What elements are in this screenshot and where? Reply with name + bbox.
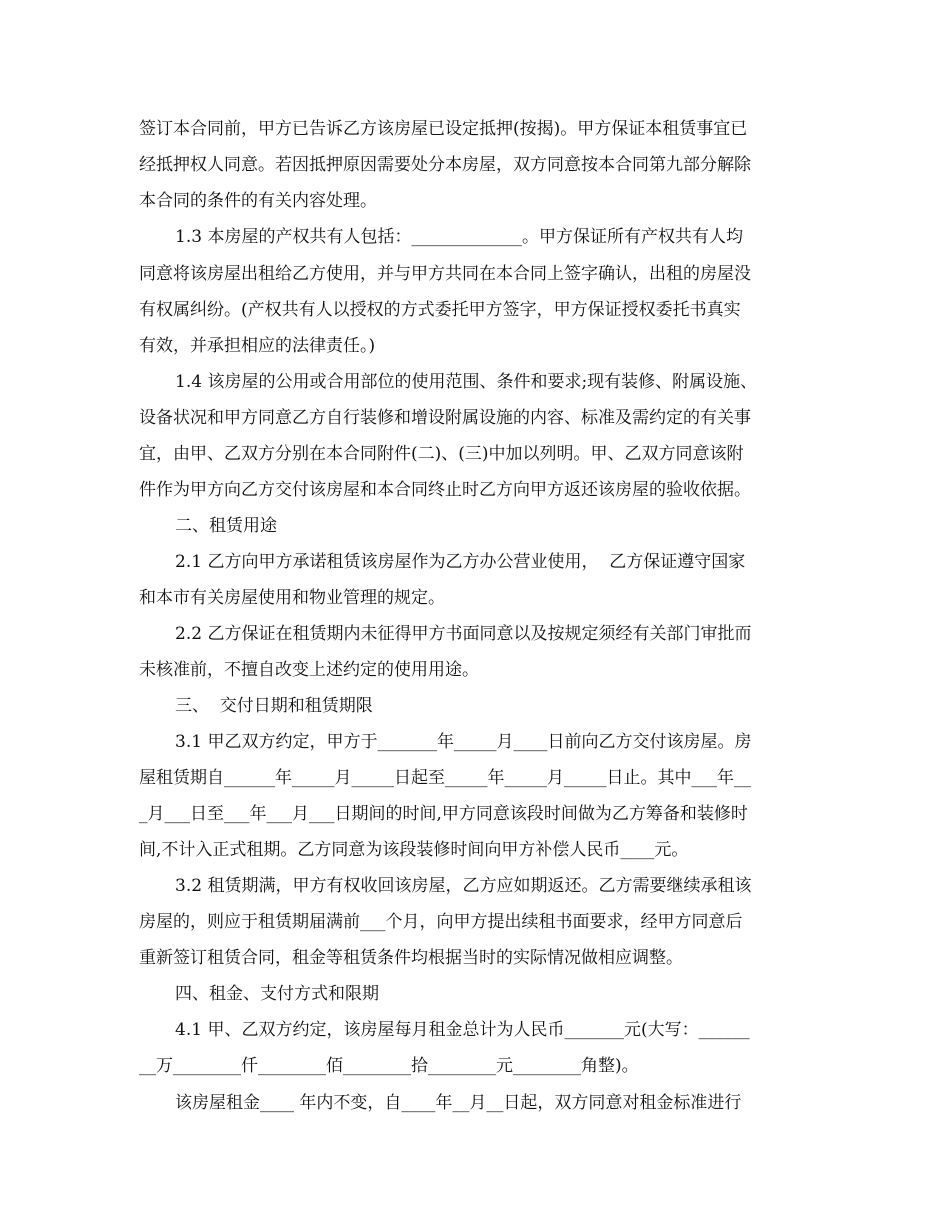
paragraph-line: 重新签订租赁合同，租金等租赁条件均根据当时的实际情况做相应调整。	[139, 948, 683, 968]
section-heading-2: 二、租赁用途	[175, 516, 277, 536]
paragraph-line: 签订本合同前，甲方已告诉乙方该房屋已设定抵押(按揭)。甲方保证本租赁事宜已	[139, 119, 748, 139]
paragraph-line: 和本市有关房屋使用和物业管理的规定。	[139, 588, 445, 608]
paragraph-line: 同意将该房屋出租给乙方使用，并与甲方共同在本合同上签字确认，出租的房屋没	[139, 264, 751, 284]
paragraph-line: 未核准前，不擅自改变上述约定的使用用途。	[139, 660, 479, 680]
paragraph-line: 该房屋租金____ 年内不变，自____年__月__日起，双方同意对租金标准进行	[175, 1093, 742, 1113]
paragraph-line: 宜，由甲、乙双方分别在本合同附件(二)、(三)中加以列明。甲、乙双方同意该附	[139, 444, 744, 464]
section-heading-3: 三、 交付日期和租赁期限	[175, 696, 373, 716]
paragraph-line: 本合同的条件的有关内容处理。	[139, 191, 377, 211]
clause-3-2-line: 3.2 租赁期满，甲方有权收回该房屋，乙方应如期返还。乙方需要继续承租该	[175, 876, 752, 896]
paragraph-line: 设备状况和甲方同意乙方自行装修和增设附属设施的内容、标准及需约定的有关事	[139, 408, 751, 428]
clause-4-1-line: 4.1 甲、乙双方约定，该房屋每月租金总计为人民币_______元(大写：______	[175, 1020, 750, 1040]
section-heading-4: 四、租金、支付方式和限期	[175, 984, 379, 1004]
paragraph-line: 有权属纠纷。(产权共有人以授权的方式委托甲方签字，甲方保证授权委托书真实	[139, 300, 741, 320]
clause-2-2-line: 2.2 乙方保证在租赁期内未征得甲方书面同意以及按规定须经有关部门审批而	[175, 624, 752, 644]
paragraph-line: __万________仟________佰________拾________元________角整)。	[139, 1056, 639, 1076]
clause-1-4-line: 1.4 该房屋的公用或合用部位的使用范围、条件和要求;现有装修、附属设施、	[175, 372, 758, 392]
paragraph-line: 有效，并承担相应的法律责任。)	[139, 336, 376, 356]
clause-3-1-line: 3.1 甲乙双方约定，甲方于_______年_____月____日前向乙方交付该房屋。房	[175, 732, 752, 752]
paragraph-line: 经抵押权人同意。若因抵押原因需要处分本房屋，双方同意按本合同第九部分解除	[139, 155, 751, 175]
paragraph-line: 房屋的，则应于租赁期届满前___个月，向甲方提出续租书面要求，经甲方同意后	[139, 912, 743, 932]
paragraph-line: _月___日至___年___月___日期间的时间,甲方同意该段时间做为乙方筹备和装修时	[139, 804, 748, 824]
paragraph-line: 件作为甲方向乙方交付该房屋和本合同终止时乙方向甲方返还该房屋的验收依据。	[139, 480, 751, 500]
paragraph-line: 屋租赁期自______年_____月_____日起至_____年_____月_____日止。其中___年__	[139, 768, 751, 788]
clause-2-1-line: 2.1 乙方向甲方承诺租赁该房屋作为乙方办公营业使用， 乙方保证遵守国家	[175, 552, 746, 572]
clause-1-3-line: 1.3 本房屋的产权共有人包括：_____________。甲方保证所有产权共有人均	[175, 227, 743, 247]
paragraph-line: 间,不计入正式租期。乙方同意为该段装修时间向甲方补偿人民币____元。	[139, 840, 689, 860]
